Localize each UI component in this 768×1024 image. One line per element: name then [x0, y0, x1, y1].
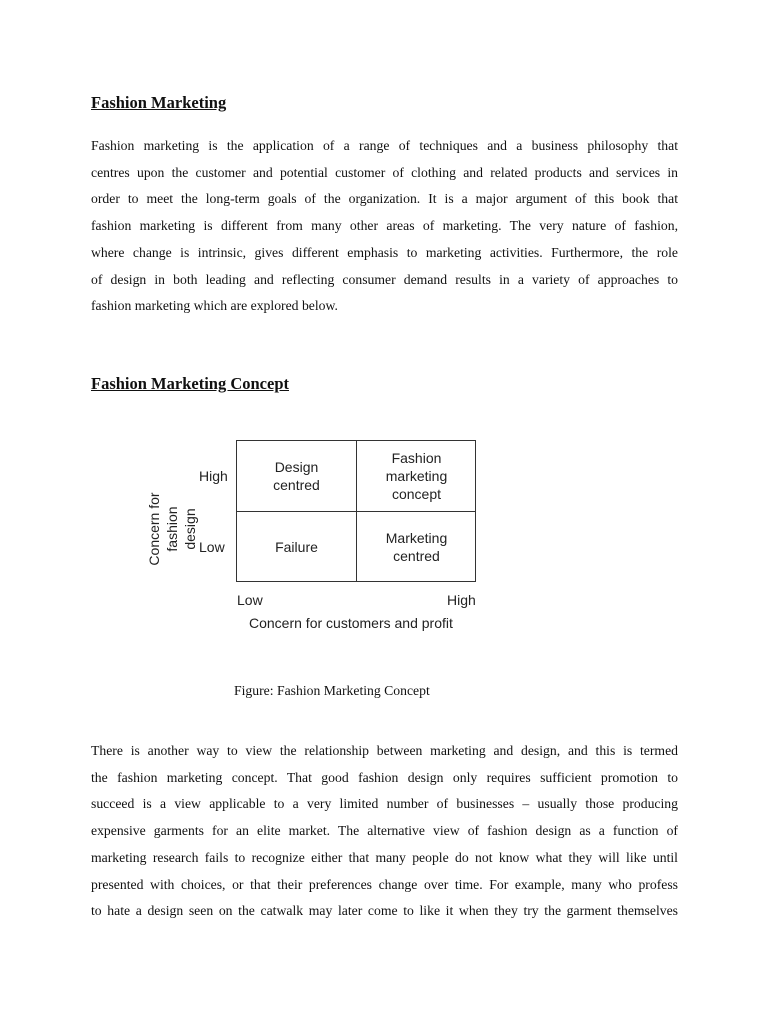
cell-text: centred	[393, 547, 440, 564]
paragraph-line: expensive garments for an elite market. The alternative view of fashion design as a function of	[91, 823, 678, 839]
cell-design-centred	[237, 441, 357, 512]
paragraph-line: marketing research fails to recognize either that many people do not know what they will like until	[91, 849, 678, 865]
matrix-grid	[236, 440, 476, 582]
cell-text: concept	[391, 486, 442, 502]
cell-text: marketing	[385, 468, 448, 484]
paragraph-line: Fashion marketing is the application of a range of techniques and a business philosophy that	[91, 138, 678, 153]
cell-marketing-centred	[357, 512, 476, 581]
y-low-label: Low	[199, 539, 225, 555]
paragraph-line: presented with choices, or that their preferences change over time. For example, many who profess	[91, 876, 678, 892]
paragraph-line: succeed is a view applicable to a very limited number of businesses – usually those producing	[91, 796, 678, 812]
cell-text: Fashion	[391, 450, 442, 466]
cell-failure	[237, 512, 357, 581]
paragraph-line: to hate a design seen on the catwalk may later come to like it when they try the garment themselves	[91, 903, 678, 919]
paragraph-line: centres upon the customer and potential customer of clothing and related products and services in	[91, 164, 678, 180]
heading-fashion-marketing: Fashion Marketing	[91, 93, 227, 112]
paragraph-concept	[91, 738, 678, 925]
cell-fashion-marketing-concept	[357, 441, 476, 512]
y-axis-label	[145, 485, 199, 573]
paragraph-line: order to meet the long-term goals of the organization. It is a major argument of this book that	[91, 191, 678, 207]
cell-text: Marketing	[385, 529, 448, 546]
cell-text: Failure	[275, 538, 318, 555]
cell-text: centred	[273, 477, 320, 493]
cell-text: Design	[274, 459, 319, 475]
paragraph-line: fashion marketing is different from many other areas of marketing. The very nature of fashion,	[91, 218, 678, 234]
paragraph-line: where change is intrinsic, gives different emphasis to marketing activities. Furthermore, the role	[91, 244, 678, 260]
y-axis-label-line: fashion design	[164, 506, 198, 552]
paragraph-line: the fashion marketing concept. That good fashion design only requires sufficient promotion to	[91, 769, 678, 785]
x-high-label: High	[447, 592, 476, 608]
heading-fashion-marketing-concept: Fashion Marketing Concept	[91, 374, 289, 393]
paragraph-line: fashion marketing which are explored below.	[91, 298, 338, 314]
paragraph-line: of design in both leading and reflecting consumer demand results in a variety of approaches to	[91, 271, 678, 287]
paragraph-line: There is another way to view the relationship between marketing and design, and this is termed	[91, 743, 678, 758]
y-axis-label-line: Concern for	[146, 492, 162, 566]
paragraph-intro	[91, 133, 678, 320]
concept-matrix-figure	[146, 438, 490, 638]
y-high-label: High	[199, 468, 228, 484]
x-axis-label: Concern for customers and profit	[249, 615, 453, 631]
figure-caption: Figure: Fashion Marketing Concept	[234, 683, 430, 698]
x-low-label: Low	[237, 592, 263, 608]
